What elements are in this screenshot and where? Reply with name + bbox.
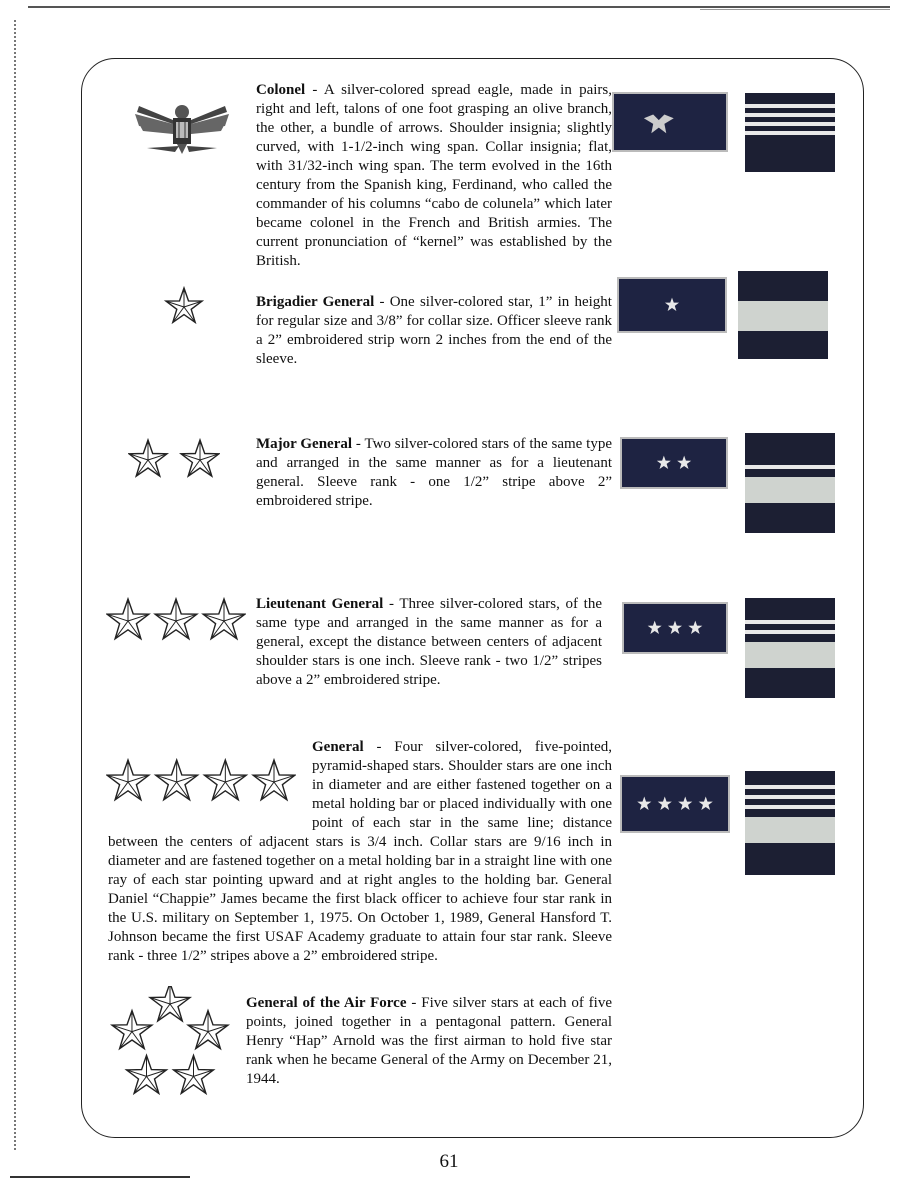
brigadier-shoulder-board [617, 277, 727, 333]
shoulder-star-icon [677, 456, 691, 469]
binding-edge [14, 20, 24, 1150]
lieutenant-general-shoulder-board [622, 602, 728, 654]
bottom-rule [10, 1176, 190, 1178]
general-shoulder-board [620, 775, 730, 833]
general-of-the-air-force-body: Five silver stars at each of five points, joined together in a pentagonal pattern. General Henry “Hap” Arnold was the first airman to hold five star rank when he became General of the Army on December 21, 1944. [246, 995, 612, 1087]
major-general-sleeve-rank [745, 433, 835, 533]
general-sleeve-rank [745, 771, 835, 875]
general-of-the-air-force-description: General of the Air Force - Five silver stars at each of five points, joined together in a pentagonal pattern. General Henry “Hap” Arnold was the first airman to hold five star rank when he became General of the Army on December 21, 1944. [246, 995, 612, 1087]
major-general-description: Major General - Two silver-colored stars of the same type and arranged in the same manner as for a lieutenant general. Sleeve rank - one 1/2” stripe above 2” embroidered stripe. [256, 436, 612, 509]
major-general-stars-icon [128, 438, 220, 485]
general-of-the-air-force-title: General of the Air Force [246, 995, 407, 1011]
major-general-shoulder-board [620, 437, 728, 489]
shoulder-star-icon [678, 797, 692, 811]
colonel-description: Colonel - A silver-colored spread eagle, made in pairs, right and left, talons of one foot grasping an olive branch, the other, a bundle of arrows. Shoulder insignia; slightly curved, with 1-1/2-inch wing span. Collar insignia; flat, with 31/32-inch wing span. The term evolved in the 16th century from the Spanish king, Ferdinand, who called the commander of his columns “cabo de colunela” which later became colonel in the French and British armies. The current pronunciation of “kernel” was established by the British. [256, 82, 612, 269]
shoulder-star-icon [665, 298, 679, 311]
brigadier-general-title: Brigadier General [256, 294, 375, 310]
lieutenant-general-description: Lieutenant General - Three silver-colored stars, of the same type and arranged in the same manner as for a general, except the distance between centers of adjacent shoulder stars is one inch. Sleeve rank - two 1/2” stripes above a 2” embroidered stripe. [256, 596, 602, 688]
colonel-sleeve-rank [745, 93, 835, 172]
lieutenant-general-title: Lieutenant General [256, 596, 384, 612]
colonel-body: A silver-colored spread eagle, made in pairs, right and left, talons of one foot grasping an olive branch, the other, a bundle of arrows. Shoulder insignia; slightly curved, with 1-1/2-inch wing span. Collar insignia; flat, with 31/32-inch wing span. The term evolved in the 16th century from the Spanish king, Ferdinand, who called the commander of his columns “cabo de colunela” which later became colonel in the French and British armies. The current pronunciation of “kernel” was established by the British. [256, 82, 612, 269]
general-title: General [312, 739, 364, 755]
page-number: 61 [439, 1151, 459, 1172]
shoulder-star-icon [637, 797, 651, 811]
shoulder-star-icon [648, 621, 662, 634]
brigadier-general-body: One silver-colored star, 1” in height for regular size and 3/8” for collar size. Officer sleeve rank a 2” embroidered strip worn 2 inches from the end of the sleeve. [256, 294, 612, 367]
brigadier-star-icon [162, 286, 206, 331]
lieutenant-general-body: Three silver-colored stars, of the same type and arranged in the same manner as for a general, except the distance between centers of adjacent shoulder stars is one inch. Sleeve rank - two 1/2” stripes above a 2” embroidered stripe. [256, 596, 602, 688]
brigadier-sleeve-rank [738, 271, 828, 359]
general-body: Four silver-colored, five-pointed, pyramid-shaped stars. Shoulder stars are one inch in diameter and are either fastened together on a metal holding bar or placed individually with one point of each star in the same line; distance between the centers of adjacent stars is 3/4 inch. Collar stars are 9/16 inch in diameter and are fastened together on a metal holding bar in a straight line with one ray of each star pointing upward and at right angles to the holding bar. General Daniel “Chappie” James became the first black officer to achieve four star rank in the U.S. military on September 1, 1975. On October 1, 1989, General Hansford T. Johnson became the first USAF Academy graduate to attain four star rank. Sleeve rank - three 1/2” stripes above a 2” embroidered stripe. [108, 739, 612, 964]
major-general-body: Two silver-colored stars of the same type and arranged in the same manner as for a lieutenant general. Sleeve rank - one 1/2” stripe above 2” embroidered stripe. [256, 436, 612, 509]
general-description: General - Four silver-colored, five-pointed, pyramid-shaped stars. Shoulder stars are one inch in diameter and are either fastened together on a metal holding bar or placed individually with one point of each star in the same line; distance between the centers of adjacent stars is 3/4 inch. Collar stars are 9/16 inch in diameter and are fastened together on a metal holding bar in a straight line with one ray of each star pointing upward and at right angles to the holding bar. General Daniel “Chappie” James became the first black officer to achieve four star rank in the U.S. military on September 1, 1975. On October 1, 1989, General Hansford T. Johnson became the first USAF Academy graduate to attain four star rank. Sleeve rank - three 1/2” stripes above a 2” embroidered stripe. [108, 739, 612, 964]
shoulder-star-icon [658, 797, 672, 811]
colonel-title: Colonel [256, 82, 306, 98]
shoulder-star-icon [688, 621, 702, 634]
colonel-eagle-icon [133, 100, 231, 156]
major-general-title: Major General [256, 436, 353, 452]
colonel-shoulder-board [612, 92, 728, 152]
shoulder-star-icon [668, 621, 682, 634]
lieutenant-general-sleeve-rank [745, 598, 835, 698]
shoulder-star-icon [657, 456, 671, 469]
general-of-the-air-force-stars-icon [104, 986, 236, 1103]
shoulder-star-icon [699, 797, 713, 811]
brigadier-general-description: Brigadier General - One silver-colored star, 1” in height for regular size and 3/8” for collar size. Officer sleeve rank a 2” embroidered strip worn 2 inches from the end of the sleeve. [256, 294, 612, 367]
lieutenant-general-stars-icon [106, 597, 246, 648]
top-rule [28, 6, 890, 8]
top-rule-accent [700, 9, 890, 10]
